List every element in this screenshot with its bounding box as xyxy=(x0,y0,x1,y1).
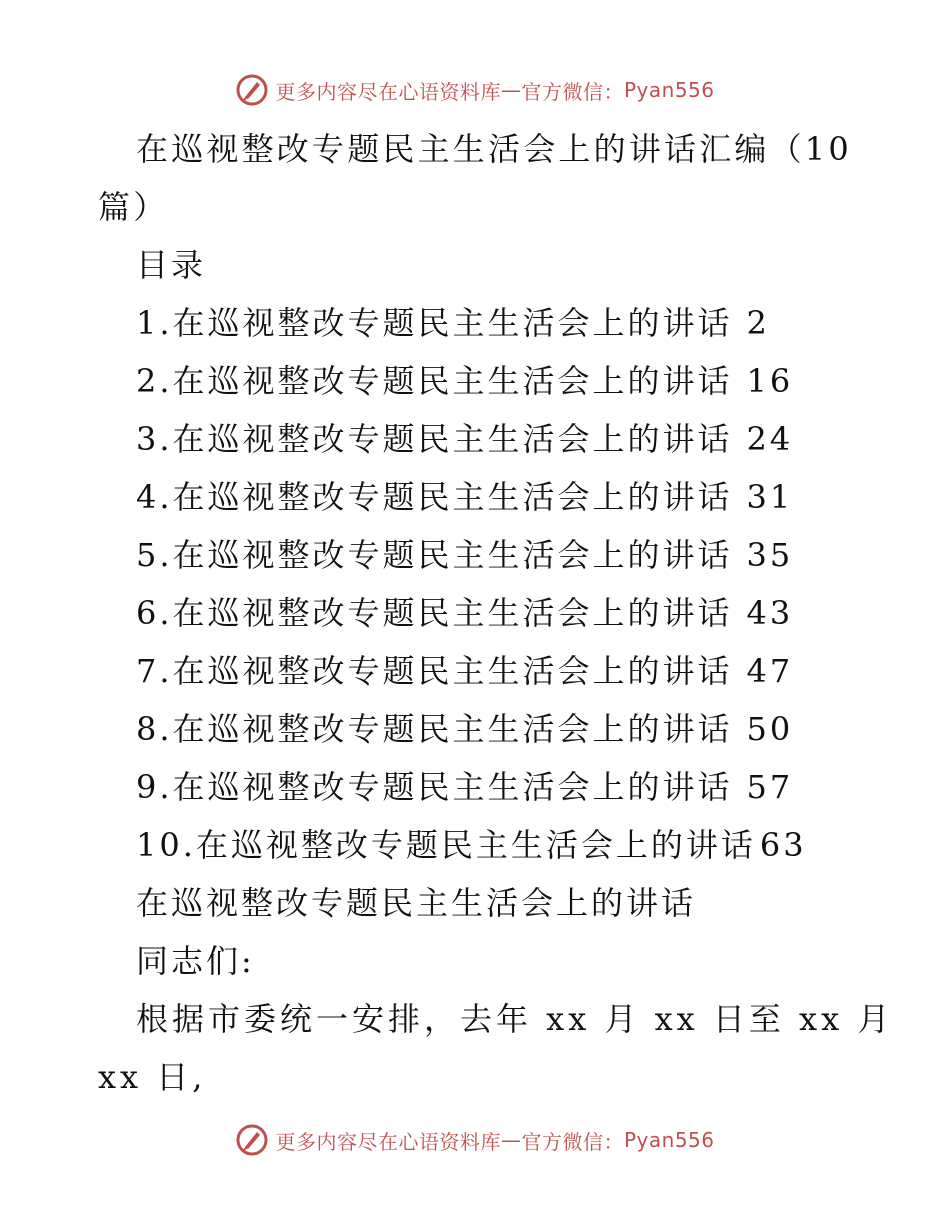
toc-item-page: 63 xyxy=(759,826,807,864)
toc-item-page: 50 xyxy=(746,710,794,748)
paragraph-line1: 根据市委统一安排，去年 xx 月 xx 日至 xx 月 xyxy=(136,1000,894,1038)
toc-item-title: 在巡视整改专题民主生活会上的讲话 xyxy=(172,420,733,458)
toc-item-page: 47 xyxy=(746,652,794,690)
toc-item-number: 10. xyxy=(136,826,196,864)
toc-item-number: 7. xyxy=(136,652,173,690)
document-title-line2: 篇） xyxy=(98,188,169,226)
quill-seal-icon xyxy=(235,1123,269,1157)
toc-item-page: 43 xyxy=(746,594,794,632)
toc-item-title: 在巡视整改专题民主生活会上的讲话 xyxy=(172,304,733,342)
salutation: 同志们: xyxy=(136,942,255,980)
toc-item-title: 在巡视整改专题民主生活会上的讲话 xyxy=(172,536,733,574)
toc-item-title: 在巡视整改专题民主生活会上的讲话 xyxy=(172,768,733,806)
banner-wechat-label: 官方微信： xyxy=(521,1129,624,1154)
toc-item-title: 在巡视整改专题民主生活会上的讲话 xyxy=(172,478,733,516)
toc-item[interactable] xyxy=(98,642,838,700)
toc-item-number: 5. xyxy=(136,536,173,574)
banner-separator: — xyxy=(500,78,522,102)
quill-seal-icon xyxy=(235,73,269,107)
toc-item-number: 8. xyxy=(136,710,173,748)
toc-item-number: 4. xyxy=(136,478,173,516)
toc-item-page: 31 xyxy=(746,478,794,516)
toc-item-title: 在巡视整改专题民主生活会上的讲话 xyxy=(172,652,733,690)
toc-item-number: 3. xyxy=(136,420,173,458)
table-of-contents xyxy=(98,294,838,874)
banner-brand-text: 更多内容尽在心语资料库 xyxy=(275,1129,501,1154)
toc-item[interactable] xyxy=(98,700,838,758)
toc-item-number: 2. xyxy=(136,362,173,400)
toc-item[interactable] xyxy=(98,526,838,584)
toc-item[interactable] xyxy=(98,294,838,352)
header-watermark-banner xyxy=(0,70,950,110)
toc-item-page: 35 xyxy=(746,536,794,574)
toc-item-title: 在巡视整改专题民主生活会上的讲话 xyxy=(195,826,756,864)
toc-item-number: 6. xyxy=(136,594,173,632)
banner-wechat-label: 官方微信： xyxy=(521,79,624,104)
toc-item[interactable] xyxy=(98,758,838,816)
paragraph-line2: xx 日, xyxy=(98,1058,207,1096)
toc-item-page: 57 xyxy=(746,768,794,806)
banner-separator: — xyxy=(500,1128,522,1152)
toc-item-number: 1. xyxy=(136,304,173,342)
toc-item-title: 在巡视整改专题民主生活会上的讲话 xyxy=(172,594,733,632)
toc-item[interactable] xyxy=(98,816,838,874)
banner-wechat-id: Pyan556 xyxy=(623,1128,715,1152)
toc-item-page: 24 xyxy=(746,420,794,458)
banner-brand-text: 更多内容尽在心语资料库 xyxy=(275,79,501,104)
toc-item[interactable] xyxy=(98,352,838,410)
toc-item-page: 2 xyxy=(746,304,770,342)
section-title: 在巡视整改专题民主生活会上的讲话 xyxy=(136,884,697,922)
toc-item-page: 16 xyxy=(746,362,794,400)
toc-item[interactable] xyxy=(98,584,838,642)
toc-item-number: 9. xyxy=(136,768,173,806)
toc-item[interactable] xyxy=(98,410,838,468)
toc-heading: 目录 xyxy=(136,246,207,284)
document-title-line1: 在巡视整改专题民主生活会上的讲话汇编（10 xyxy=(136,130,852,168)
document-body xyxy=(98,120,894,1106)
toc-item-title: 在巡视整改专题民主生活会上的讲话 xyxy=(172,710,733,748)
banner-wechat-id: Pyan556 xyxy=(623,78,715,102)
toc-item-title: 在巡视整改专题民主生活会上的讲话 xyxy=(172,362,733,400)
footer-watermark-banner xyxy=(0,1120,950,1160)
toc-item[interactable] xyxy=(98,468,838,526)
